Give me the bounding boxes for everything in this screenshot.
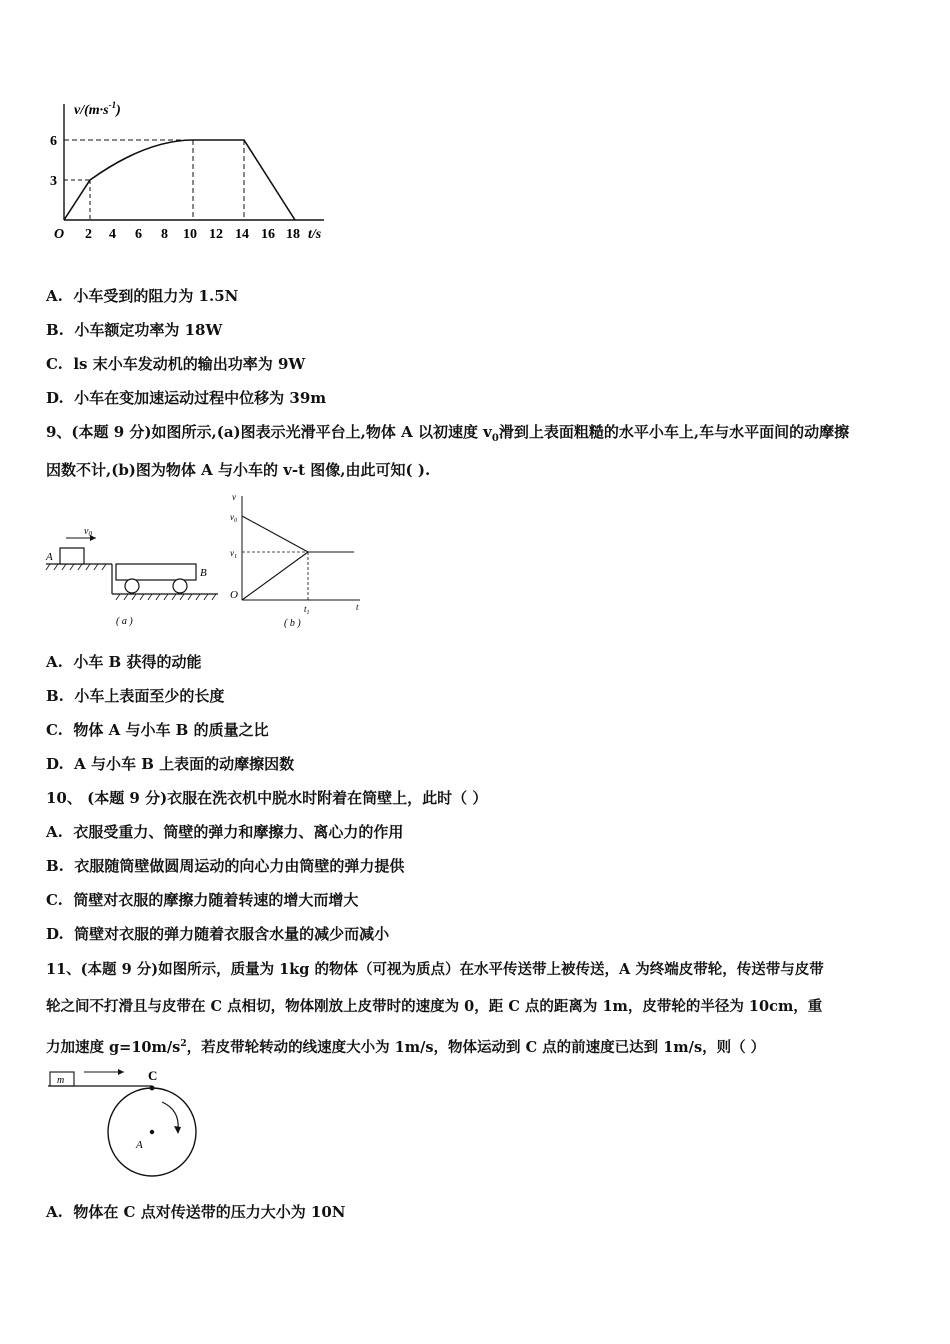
label-v1: $v_1$ [230, 548, 237, 560]
option-label: B. [46, 687, 64, 705]
option-text: 小车额定功率为 18W [74, 321, 223, 339]
label-c: C [148, 1068, 158, 1083]
label-a: A [136, 1139, 143, 1151]
velocity-curve [64, 140, 295, 220]
label-t: t [356, 602, 359, 612]
option-label: D. [46, 389, 64, 407]
x-tick-14: 14 [235, 227, 249, 242]
option-text: 小车上表面至少的长度 [74, 687, 225, 705]
q11-figure-svg [44, 1064, 204, 1182]
q10-option-c [46, 890, 358, 910]
q9-option-c [46, 720, 269, 740]
y-tick-3: 3 [50, 174, 57, 189]
q9-option-b [46, 686, 224, 706]
q11-option-a [46, 1202, 346, 1222]
q11-figure [44, 1064, 204, 1182]
q9-stem-text: 滑到上表面粗糙的水平小车上,车与水平面间的动摩擦 [498, 423, 850, 441]
option-label: D. [46, 925, 64, 943]
q9-figure-b [226, 490, 366, 632]
x-tick-18: 18 [286, 227, 300, 242]
y-axis-label: $v/(m\cdot s^{-1})$ [74, 100, 121, 118]
x-tick-10: 10 [183, 227, 197, 242]
line-a [242, 516, 308, 552]
option-label: A. [46, 823, 63, 841]
q10-option-b [46, 856, 404, 876]
option-text: ls 末小车发动机的输出功率为 9W [73, 355, 306, 373]
label-a: A [46, 551, 53, 563]
x-tick-4: 4 [109, 227, 116, 242]
option-text: 筒壁对衣服的弹力随着衣服含水量的减少而减小 [74, 925, 390, 943]
block-a [60, 548, 84, 564]
label-t1: $t_1$ [304, 604, 310, 616]
option-label: A. [46, 287, 63, 305]
x-tick-12: 12 [209, 227, 223, 242]
x-tick-8: 8 [161, 227, 168, 242]
option-label: C. [46, 891, 63, 909]
q9-figure-a-svg [42, 520, 222, 632]
q8-option-b [46, 320, 222, 340]
option-text: 小车受到的阻力为 1.5N [73, 287, 239, 305]
q11-stem-line2: 轮之间不打滑且与皮带在 C 点相切，物体刚放上皮带时的速度为 0，距 C 点的距离为 1m，皮带轮的半径为 10cm，重 [46, 998, 823, 1015]
label-m: m [57, 1075, 65, 1086]
x-tick-origin: O [54, 227, 65, 242]
option-label: D. [46, 755, 64, 773]
q8-option-c [46, 354, 305, 374]
option-label: C. [46, 355, 63, 373]
rotation-arrow [162, 1102, 178, 1130]
subscript: 0 [491, 433, 499, 444]
wheel-right [173, 579, 187, 593]
option-label: C. [46, 721, 63, 739]
q9-stem-line2: 因数不计,(b)图为物体 A 与小车的 v-t 图像,由此可知( ). [46, 461, 431, 479]
option-text: 小车 B 获得的动能 [73, 653, 202, 671]
rotation-arrowhead [174, 1126, 181, 1134]
option-text: 筒壁对衣服的摩擦力随着转速的增大而增大 [73, 891, 359, 909]
option-label: A. [46, 653, 63, 671]
label-v0: $v_0$ [230, 512, 237, 524]
x-axis-label: t/s [308, 227, 322, 242]
cart-b [116, 564, 196, 580]
q9-figure-a [42, 520, 222, 632]
q9-stem-line1 [46, 422, 849, 449]
q9-option-d [46, 754, 294, 774]
option-label: B. [46, 857, 64, 875]
ground-hatch [116, 594, 216, 600]
point-a [150, 1130, 154, 1134]
q8-option-d [46, 388, 326, 408]
q11-stem-text: ，若皮带轮转动的线速度大小为 1m/s，物体运动到 C 点的前速度已达到 1m/s，则（ ） [186, 1038, 766, 1056]
option-text: 物体在 C 点对传送带的压力大小为 10N [73, 1203, 346, 1221]
q11-stem-line1: 11、(本题 9 分)如图所示，质量为 1kg 的物体（可视为质点）在水平传送带上被传送，A 为终端皮带轮，传送带与皮带 [46, 961, 824, 978]
line-b [242, 552, 308, 600]
velocity-arrowhead [118, 1069, 124, 1075]
option-text: 衣服受重力、筒壁的弹力和摩擦力、离心力的作用 [73, 823, 404, 841]
q9-figure-b-svg [226, 490, 366, 632]
option-text: A 与小车 B 上表面的动摩擦因数 [74, 755, 295, 773]
vt-graph-figure [46, 96, 336, 246]
x-tick-16: 16 [261, 227, 275, 242]
x-tick-2: 2 [85, 227, 92, 242]
caption-b: ( b ) [284, 618, 301, 629]
q9-option-a [46, 652, 201, 672]
q11-stem-text: 力加速度 g=10m/s [46, 1038, 181, 1056]
option-text: 衣服随筒壁做圆周运动的向心力由筒壁的弹力提供 [74, 857, 405, 875]
x-tick-6: 6 [135, 227, 142, 242]
y-tick-6: 6 [50, 134, 57, 149]
point-c [150, 1086, 155, 1091]
q8-option-a [46, 286, 238, 306]
label-v0: $v_0$ [84, 526, 92, 538]
q11-stem-line3 [46, 1034, 765, 1058]
superscript: 2 [180, 1039, 187, 1049]
wheel-left [125, 579, 139, 593]
q9-stem-text: 9、(本题 9 分)如图所示,(a)图表示光滑平台上,物体 A 以初速度 v [46, 423, 492, 441]
option-text: 物体 A 与小车 B 的质量之比 [73, 721, 269, 739]
q10-stem: 10、 (本题 9 分)衣服在洗衣机中脱水时附着在筒壁上，此时（ ） [46, 789, 488, 807]
label-b: B [200, 567, 207, 579]
label-v: v [232, 492, 236, 502]
option-text: 小车在变加速运动过程中位移为 39m [74, 389, 327, 407]
label-origin: O [230, 589, 238, 601]
vt-graph-svg [46, 96, 336, 246]
caption-a: ( a ) [116, 616, 133, 627]
q10-option-d [46, 924, 389, 944]
platform-hatch [46, 564, 106, 570]
option-label: B. [46, 321, 64, 339]
q10-option-a [46, 822, 403, 842]
option-label: A. [46, 1203, 63, 1221]
